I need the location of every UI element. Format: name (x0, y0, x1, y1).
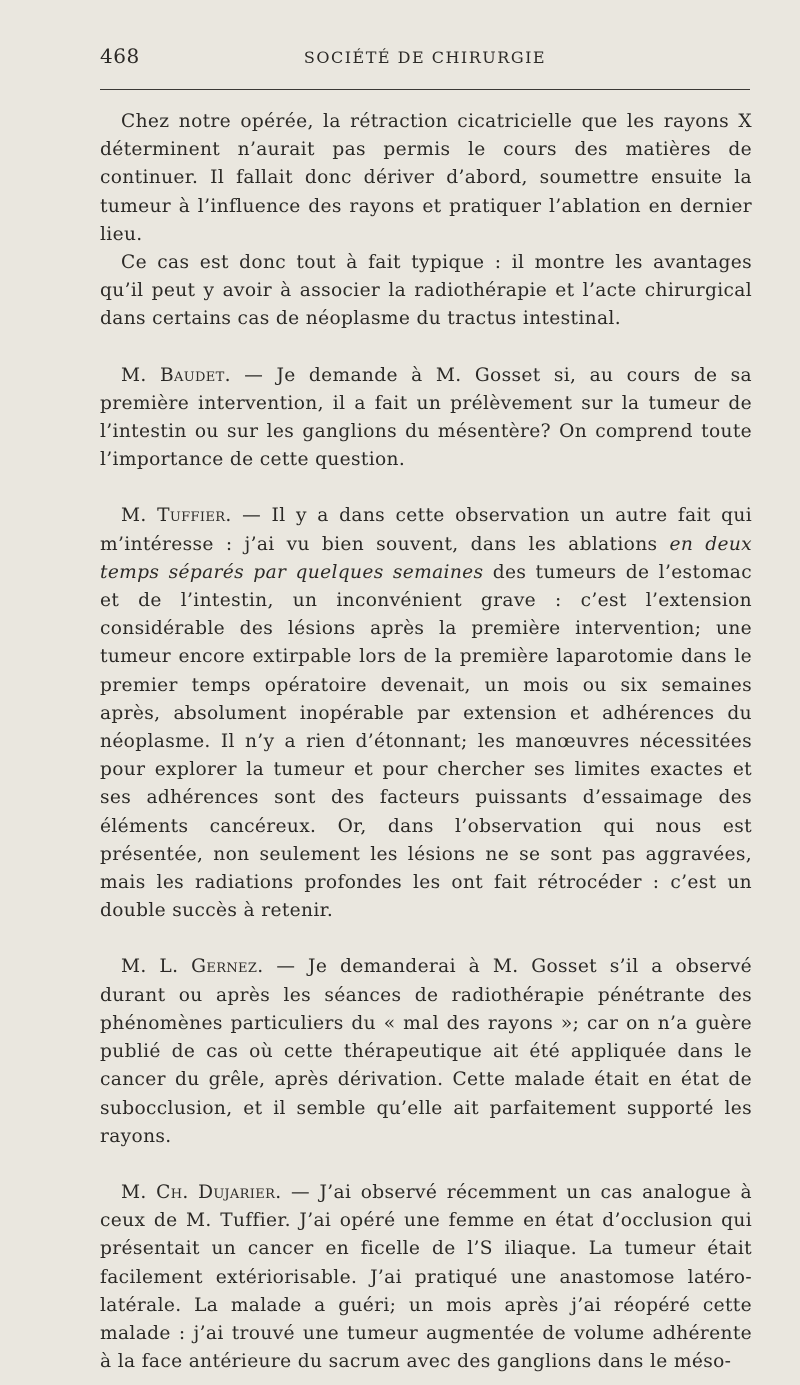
paragraph-text: — Je demanderai à M. Gosset s’il a observé durant ou après les séances de radiothérapie pénétrante des phénomènes particuliers du « mal des rayons »; car on n’a guère publié de cas où cette thérapeutique ait été appliquée dans le cancer du grêle, après dérivation. Cette malade était en état de subocclusion, et il semble qu’elle ait parfaitement supporté les rayons. (100, 956, 752, 1147)
page-number: 468 (100, 44, 140, 68)
paragraph-text: Chez notre opérée, la rétraction cicatricielle que les rayons X déterminent n’aurait pas permis le cours des matières de continuer. Il fallait donc dériver d’abord, soumettre ensuite la tumeur à l’influence des rayons et pratiquer l’ablation en dernier lieu. (100, 111, 752, 245)
page-header (100, 44, 750, 74)
speaker-name: M. L. Gernez. (121, 956, 264, 978)
italic-phrase: en deux temps séparés par quelques semaines (100, 533, 752, 583)
speaker-name: M. Baudet. (121, 364, 231, 386)
body-text (100, 108, 752, 1376)
paragraph-gernez (100, 953, 752, 1150)
speaker-name: M. Tuffier. (121, 505, 232, 527)
paragraph-text: Ce cas est donc tout à fait typique : il montre les avantages qu’il peut y avoir à associer la radiothérapie et l’acte chirurgical dans certains cas de néoplasme du tractus intestinal. (100, 252, 752, 330)
paragraph-text: — Je demande à M. Gosset si, au cours de sa première intervention, il a fait un prélèvement sur la tumeur de l’intestin ou sur les ganglions du mésentère? On comprend toute l’importance de cette question. (100, 364, 752, 471)
paragraph-cas-typique (100, 249, 752, 334)
paragraph-tuffier (100, 502, 752, 925)
paragraph-baudet (100, 362, 752, 475)
paragraph-text: — J’ai observé récemment un cas analogue à ceux de M. Tuffier. J’ai opéré une femme en état d’occlusion qui présentait un cancer en ficelle de l’S iliaque. La tumeur était facilement extériorisable. J’ai pratiqué une anastomose latéro-latérale. La malade a guéri; un mois après j’ai réopéré cette malade : j’ai trouvé une tumeur augmentée de volume adhérente à la face antérieure du sacrum avec des ganglions dans le méso- (100, 1181, 752, 1373)
paragraph-text: — Il y a dans cette observation un autre fait qui m’intéresse : j’ai vu bien souvent, dans les ablations (100, 505, 753, 555)
running-head: SOCIÉTÉ DE CHIRURGIE (303, 48, 547, 67)
paragraph-text: des tumeurs de l’estomac et de l’intestin, un inconvénient grave : c’est l’extension considérable des lésions après la première intervention; une tumeur encore extirpable lors de la première laparotomie dans le premier temps opératoire devenait, un mois ou six semaines après, absolument inopérable par extension et adhérences du néoplasme. Il n’y a rien d’étonnant; les manœuvres nécessitées pour explorer la tumeur et pour chercher ses limites exactes et ses adhérences sont des facteurs puissants d’essaimage des éléments cancéreux. Or, dans l’observation qui nous est présentée, non seulement les lésions ne se sont pas aggravées, mais les radiations profondes les ont fait rétrocéder : c’est un double succès à retenir. (100, 561, 752, 922)
paragraph-dujarier (100, 1179, 752, 1376)
speaker-name: M. Ch. Dujarier. (121, 1181, 282, 1203)
header-rule (100, 89, 750, 90)
paragraph-operee (100, 108, 752, 249)
